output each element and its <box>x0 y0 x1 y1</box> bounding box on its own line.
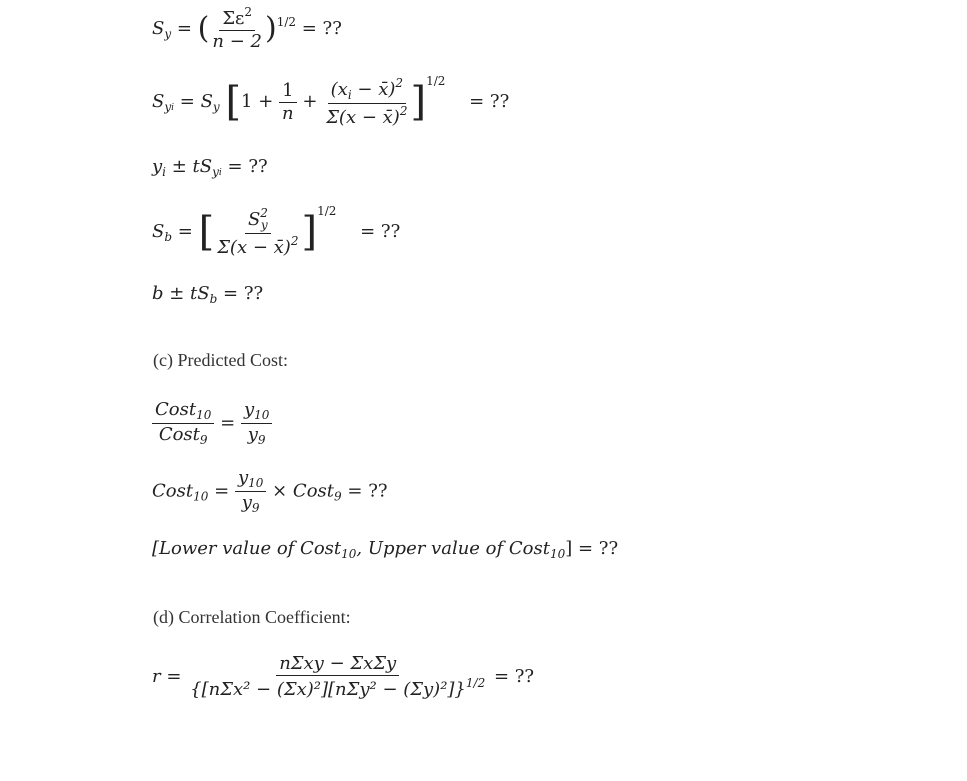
sb-den-sup: 2 <box>290 233 299 248</box>
cost10-lhs-sub: 10 <box>193 489 209 504</box>
cost-ratio-den-left: Cost <box>158 424 200 446</box>
r-equation <box>152 654 534 700</box>
b-interval-sub: b <box>209 292 218 306</box>
sb-pow: 1/2 <box>317 204 337 218</box>
interval-open: [Lower value of Cost <box>152 538 342 559</box>
yi-y-sub: i <box>162 165 167 179</box>
cost10-fraction <box>235 468 266 515</box>
syi-frac1 <box>279 81 297 124</box>
b-interval-text: b ± tS <box>152 283 210 304</box>
syi-one: 1 + <box>241 91 274 112</box>
cost-interval-line <box>152 538 618 561</box>
sy-num-sup: 2 <box>244 5 253 19</box>
cost10-eq: = <box>214 480 230 502</box>
syi-eq: = <box>179 91 195 112</box>
cost-ratio-den-right-sub: 9 <box>257 433 266 448</box>
cost-ratio-den-right: y <box>247 424 258 446</box>
syi-frac2-num-sup: 2 <box>395 75 404 90</box>
sb-lhs: S <box>152 221 165 242</box>
interval-mid: , Upper value of Cost <box>356 538 550 559</box>
syi-pow: 1/2 <box>426 74 446 88</box>
sb-equation: $S_b$ = [ $\frac{S^2_y}{\Sigma(x - x̄)^2}$ ]$^{1/2}$ = ?? <box>152 204 401 258</box>
cost10-num: y <box>237 467 249 488</box>
syi-lhs-sub: y <box>164 100 172 114</box>
sy-result: = ?? <box>301 17 342 39</box>
b-interval <box>152 283 263 306</box>
cost-ratio-num-left: Cost <box>155 399 197 420</box>
cost-ratio-equation <box>152 400 272 447</box>
sy-num: Σε <box>222 8 245 29</box>
cost10-lhs: Cost <box>152 480 194 502</box>
sy-lhs: S <box>152 17 165 39</box>
yi-s-sub: y <box>212 165 219 179</box>
sb-num: S <box>247 208 261 230</box>
interval-sub2: 10 <box>549 547 566 561</box>
sb-num-sub: y <box>260 217 268 232</box>
sy-equation: $S_y$ = ( $\frac{\Sigma\varepsilon^2}{n - 2}$ )$^{1/2}$ = ?? <box>152 5 342 52</box>
sy-lhs-sub: y <box>164 26 172 41</box>
syi-frac2-num-sub: i <box>347 87 352 102</box>
cost-ratio-num-right: y <box>243 399 255 420</box>
syi-frac2-num: (x <box>330 78 348 100</box>
syi-lhs-subsub: i <box>171 103 175 113</box>
yi-pm: ± tS <box>171 156 213 177</box>
sb-result: = ?? <box>360 221 401 242</box>
syi-frac2 <box>323 77 410 128</box>
cost-ratio-den-left-sub: 9 <box>199 433 208 448</box>
r-den: {[nΣx² − (Σx)²][nΣy² − (Σy)²]} <box>190 678 466 700</box>
syi-frac1-num: 1 <box>279 81 296 103</box>
sy-den: n − 2 <box>212 30 262 52</box>
syi-frac1-den: n <box>282 102 294 124</box>
yi-interval <box>152 156 268 179</box>
sb-lhs-sub: b <box>164 230 173 244</box>
syi-frac2-num-rest: − x̄) <box>351 78 396 100</box>
section-d-heading: (d) Correlation Coefficient: <box>153 607 351 627</box>
yi-y: y <box>152 156 163 177</box>
syi-frac2-den: Σ(x − x̄) <box>326 106 400 128</box>
syi-sy-sub: y <box>212 100 220 114</box>
cost10-den: y <box>241 492 252 514</box>
syi-frac2-den-sup: 2 <box>399 103 408 118</box>
cost-ratio-left <box>152 400 214 447</box>
cost-ratio-right <box>241 400 272 447</box>
interval-close: ] = ?? <box>565 538 619 559</box>
cost10-times: × Cost <box>272 480 335 502</box>
cost-ratio-eq: = <box>220 412 236 434</box>
r-num: nΣxy − ΣxΣy <box>276 654 399 676</box>
syi-plus: + <box>302 91 318 112</box>
cost10-times-sub: 9 <box>334 489 342 504</box>
sb-num-sup: 2 <box>260 205 268 220</box>
section-c-heading: (c) Predicted Cost: <box>153 350 288 370</box>
syi-result: = ?? <box>469 91 510 112</box>
b-interval-result: = ?? <box>223 283 264 304</box>
r-den-sup: 1/2 <box>465 675 486 690</box>
syi-sy: S <box>200 91 213 112</box>
cost-ratio-num-left-sub: 10 <box>196 408 212 422</box>
syi-equation: $S_yi = S_y$ [1 + $\frac{1}{n}$ + $\frac{(x_i - x̄)^2}{\Sigma(x - x̄)^2}$ ]$^{1/2}$ = ?? <box>152 74 510 128</box>
cost-ratio-num-right-sub: 10 <box>254 408 270 422</box>
interval-sub1: 10 <box>341 547 357 561</box>
r-lhs: r = <box>152 665 182 687</box>
sb-den: Σ(x − x̄) <box>217 236 291 258</box>
cost10-den-sub: 9 <box>251 501 260 516</box>
cost10-equation <box>152 468 388 515</box>
yi-s-subsub: i <box>218 168 222 178</box>
syi-lhs: S <box>152 91 165 112</box>
sb-eq: = <box>177 221 193 242</box>
sb-fraction <box>214 207 301 258</box>
yi-result: = ?? <box>227 156 268 177</box>
sy-pow: 1/2 <box>276 14 296 29</box>
sy-fraction <box>209 6 265 52</box>
cost10-num-sub: 10 <box>248 476 264 490</box>
r-result: = ?? <box>493 665 535 687</box>
cost10-result: = ?? <box>347 480 388 502</box>
r-fraction <box>187 654 488 700</box>
